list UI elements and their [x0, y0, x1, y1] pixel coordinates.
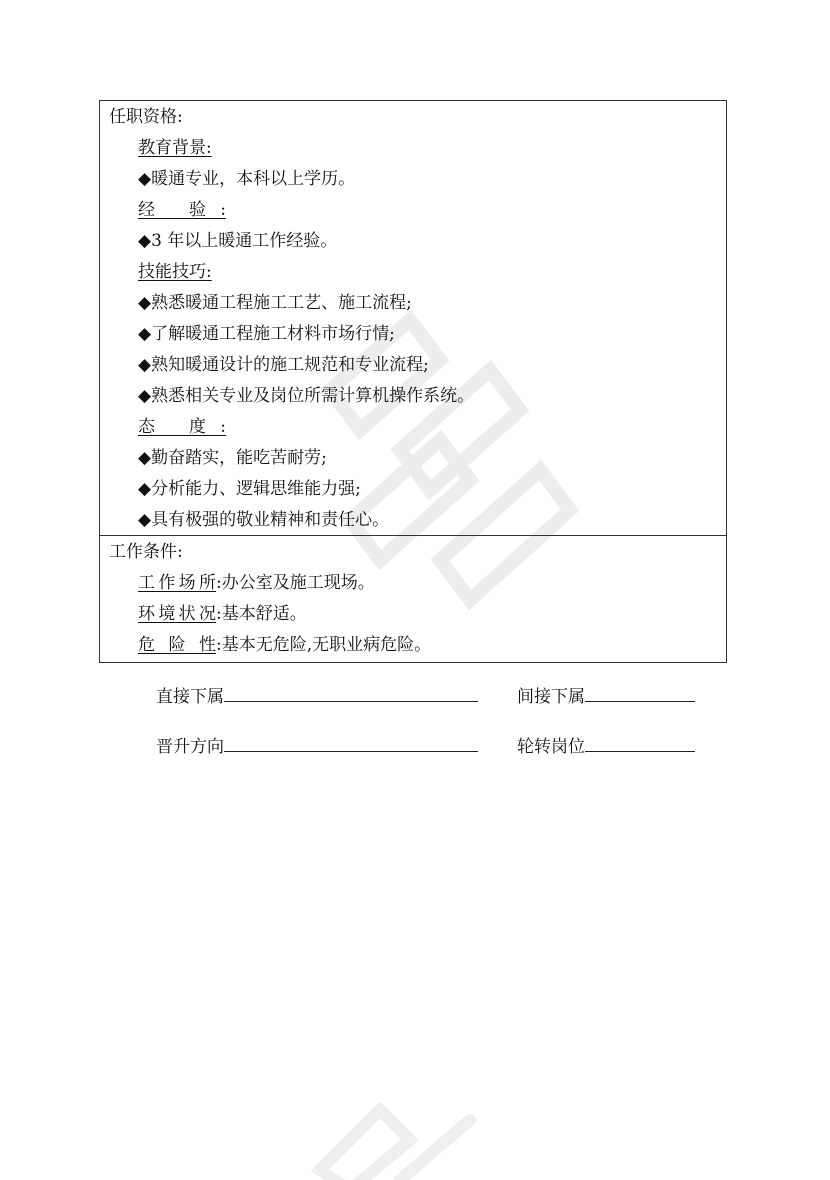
- promotion-label: 晋升方向: [156, 737, 224, 757]
- experience-label: 经 验:: [138, 200, 226, 220]
- watermark-logo-bottom: [300, 1080, 500, 1180]
- risk-label: 危 险 性: [138, 635, 216, 655]
- promotion-field: [156, 733, 478, 758]
- direct-subordinate-label: 直接下属: [156, 687, 224, 707]
- conditions-heading: 工作条件:: [109, 542, 183, 562]
- direct-subordinate-field: [156, 683, 478, 708]
- indirect-subordinate-label: 间接下属: [517, 687, 585, 707]
- environment-value: :基本舒适。: [216, 604, 307, 624]
- indirect-subordinate-blank[interactable]: [585, 683, 695, 702]
- direct-subordinate-blank[interactable]: [224, 683, 478, 702]
- indirect-subordinate-field: [517, 683, 695, 708]
- skills-item: ◆熟悉相关专业及岗位所需计算机操作系统。: [138, 386, 475, 406]
- attitude-item: ◆勤奋踏实，能吃苦耐劳;: [138, 448, 327, 468]
- risk-row: [138, 634, 431, 656]
- promotion-blank[interactable]: [224, 733, 478, 752]
- skills-item: ◆了解暖通工程施工材料市场行情;: [138, 324, 395, 344]
- qualifications-heading: 任职资格:: [109, 107, 183, 127]
- job-requirements-table: [99, 100, 727, 663]
- rotation-blank[interactable]: [585, 733, 695, 752]
- environment-label: 环境状况: [138, 604, 216, 624]
- attitude-item: ◆分析能力、逻辑思维能力强;: [138, 479, 361, 499]
- workplace-row: [138, 572, 375, 594]
- workplace-label: 工作场所: [138, 573, 216, 593]
- attitude-item: ◆具有极强的敬业精神和责任心。: [138, 510, 390, 530]
- skills-item: ◆熟悉暖通工程施工工艺、施工流程;: [138, 293, 412, 313]
- skills-label: 技能技巧:: [138, 262, 212, 282]
- attitude-label: 态 度:: [138, 417, 226, 437]
- qualifications-section: [100, 101, 726, 536]
- education-label: 教育背景:: [138, 138, 212, 158]
- work-conditions-section: [100, 536, 726, 662]
- rotation-field: [517, 733, 695, 758]
- risk-value: :基本无危险,无职业病危险。: [216, 635, 432, 655]
- skills-item: ◆熟知暖通设计的施工规范和专业流程;: [138, 355, 429, 375]
- education-item: ◆暖通专业，本科以上学历。: [138, 169, 356, 189]
- experience-item: ◆3 年以上暖通工作经验。: [138, 231, 338, 251]
- workplace-value: :办公室及施工现场。: [216, 573, 375, 593]
- environment-row: [138, 603, 307, 625]
- rotation-label: 轮转岗位: [517, 737, 585, 757]
